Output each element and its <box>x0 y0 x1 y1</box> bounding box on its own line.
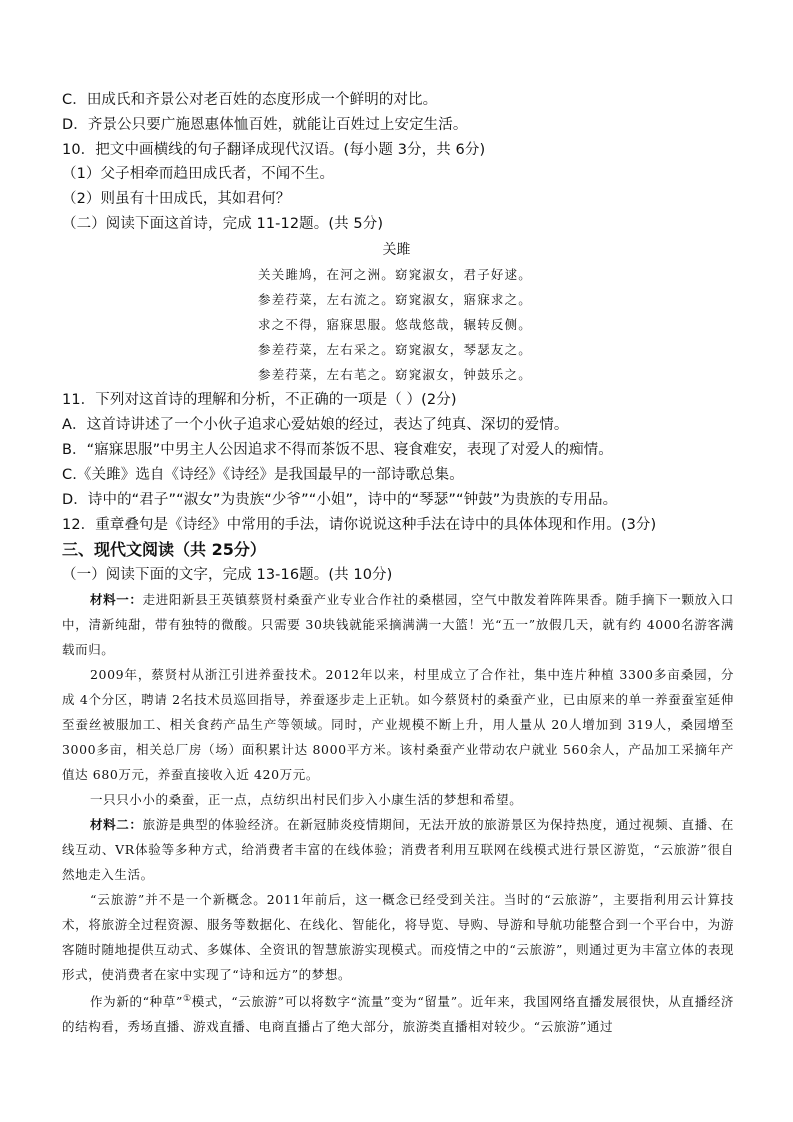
question-11-option-d: D．诗中的“君子”“淑女”为贵族“少爷”“小姐”，诗中的“琴瑟”“钟鼓”为贵族的专用品。 <box>62 492 618 508</box>
material-1-paragraph-2: 2009年，蔡贤村从浙江引进养蚕技术。2012年以来，村里成立了合作社，集中连片种植 3300多亩桑园，分成 4个分区，聘请 2名技术员巡回指导，养蚕逐步走上正轨。如今蔡贤村的桑蚕产业，已由原来的单一养蚕蚕室延伸至蚕丝被服加工、相关食药产品生产等领域。同时，产业规模不断上升，用人量从 20人增加到 319人，桑园增至 3000多亩，相关总厂房（场）面积累计达 8000平方米。该村桑蚕产业带动农户就业 560余人，产品加工采摘年产值达 680万元，养蚕直接收入近 420万元。 <box>62 667 734 782</box>
material-2-label: 材料二： <box>90 817 143 832</box>
material-2-paragraph-2: “云旅游”并不是一个新概念。2011年前后，这一概念已经受到关注。当时的“云旅游”，主要指利用云计算技术，将旅游全过程资源、服务等数据化、在线化、智能化，将导览、导购、导游和导航功能整合到一个平台中，为游客随时随地提供互动式、多媒体、全资讯的智慧旅游实现模式。而疫情之中的“云旅游”，则通过更为丰富立体的表现形式，使消费者在家中实现了“诗和远方”的梦想。 <box>62 892 734 982</box>
question-10-2: （2）则虽有十田成氏，其如君何？ <box>62 191 291 207</box>
question-10-1: （1）父子相牵而趋田成氏者，不闻不生。 <box>62 166 335 182</box>
poem-line: 参差荇菜，左右芼之。窈窕淑女，钟鼓乐之。 <box>258 367 533 382</box>
footnote-marker: ① <box>182 994 192 1004</box>
option-c: C．田成氏和齐景公对老百姓的态度形成一个鲜明的对比。 <box>62 92 438 108</box>
poem-line: 参差荇菜，左右流之。窈窕淑女，寤寐求之。 <box>258 292 533 307</box>
section-3-title: 三、现代文阅读（共 25分） <box>62 540 266 559</box>
question-11-option-a: A．这首诗讲述了一个小伙子追求心爱姑娘的经过，表达了纯真、深切的爱情。 <box>62 417 569 433</box>
question-11-option-c: C.《关雎》选自《诗经》《诗经》是我国最早的一部诗歌总集。 <box>62 467 464 483</box>
poem-line: 求之不得，寤寐思服。悠哉悠哉，辗转反侧。 <box>258 317 533 332</box>
material-1-paragraph-3: 一只只小小的桑蚕，正一点，点纺织出村民们步入小康生活的梦想和希望。 <box>90 792 523 807</box>
material-2-paragraph-3: 作为新的“种草”①模式，“云旅游”可以将数字“流量”变为“留量”。近年来，我国网络直播发展很快，从直播经济的结构看，秀场直播、游戏直播、电商直播占了绝大部分，旅游类直播相对较少。“云旅游”通过 <box>62 994 734 1035</box>
part2-intro: （二）阅读下面这首诗，完成 11-12题。(共 5分) <box>62 216 384 232</box>
material-1-label: 材料一： <box>90 592 143 607</box>
question-11: 11．下列对这首诗的理解和分析，不正确的一项是（ ）(2分) <box>62 392 457 408</box>
option-d: D．齐景公只要广施恩惠体恤百姓，就能让百姓过上安定生活。 <box>62 117 468 133</box>
material-2-paragraph: 材料二：旅游是典型的体验经济。在新冠肺炎疫情期间，无法开放的旅游景区为保持热度，通过视频、直播、在线互动、VR体验等多种方式，给消费者丰富的在线体验；消费者利用互联网在线模式进行景区游览，“云旅游”很自然地走入生活。 <box>62 817 734 882</box>
poem-line: 关关雎鸠，在河之洲。窈窕淑女，君子好逑。 <box>258 267 533 282</box>
question-10: 10．把文中画横线的句子翻译成现代汉语。(每小题 3分，共 6分) <box>62 142 486 158</box>
material-1-paragraph: 材料一：走进阳新县王英镇蔡贤村桑蚕产业专业合作社的桑椹园，空气中散发着阵阵果香。随手摘下一颗放入口中，清新纯甜，带有独特的微酸。只需要 30块钱就能采摘满满一大篮！光“五一”放假几天，就有约 4000名游客满载而归。 <box>62 592 734 657</box>
question-12: 12．重章叠句是《诗经》中常用的手法，请你说说这种手法在诗中的具体体现和作用。(3分) <box>62 517 657 533</box>
section-3-intro: （一）阅读下面的文字，完成 13-16题。(共 10分) <box>62 567 393 583</box>
question-11-option-b: B．“寤寐思服”中男主人公因追求不得而茶饭不思、寝食难安，表现了对爱人的痴情。 <box>62 442 613 458</box>
poem-line: 参差荇菜，左右采之。窈窕淑女，琴瑟友之。 <box>258 342 533 357</box>
poem-title: 关雎 <box>382 242 411 258</box>
